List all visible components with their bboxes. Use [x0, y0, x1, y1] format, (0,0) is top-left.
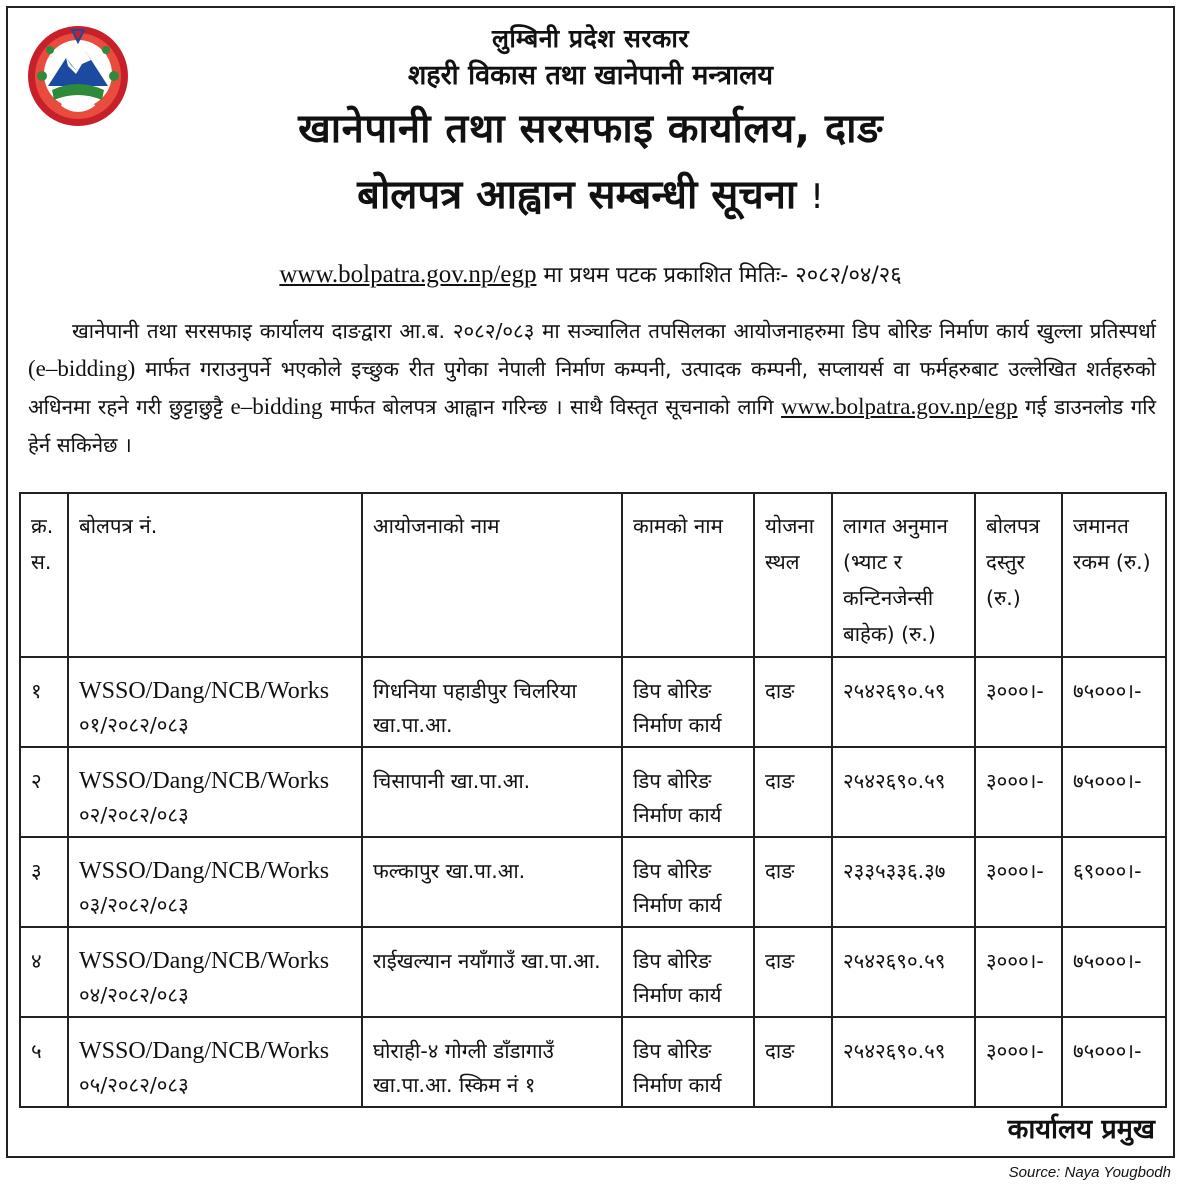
cell-estimate: २५४२६९०.५९ [832, 1017, 975, 1107]
cell-work: डिप बोरिङ निर्माण कार्य [622, 927, 754, 1017]
header-bid-no: बोलपत्र नं. [68, 493, 362, 657]
cell-project: राईखल्यान नयाँगाउँ खा.पा.आ. [362, 927, 622, 1017]
cell-ref-code: WSSO/Dang/NCB/Works [79, 678, 330, 704]
cell-fee: ३०००।- [975, 1017, 1062, 1107]
cell-location: दाङ [754, 837, 832, 927]
cell-ref-code: WSSO/Dang/NCB/Works [79, 948, 330, 974]
notice-header [0, 22, 1181, 228]
table-row [20, 837, 1166, 927]
body-part-2: मार्फत गराउनुपर्ने भएकोले इच्छुक रीत पुगेका नेपाली निर्माण कम्पनी, उत्पादक कम्पनी, सप्लायर्स वा फर्महरुबाट उल्लेखित शर्तहरुको अधिनमा रहने गरी छुट्टाछुट्टै [28, 357, 1156, 419]
notice-title-text: बोलपत्र आह्वान सम्बन्धी सूचना [357, 172, 797, 218]
cell-project: फल्कापुर खा.पा.आ. [362, 837, 622, 927]
cell-sn: ४ [20, 927, 68, 1017]
cell-ref-code: WSSO/Dang/NCB/Works [79, 768, 330, 794]
notice-title [0, 164, 1181, 228]
cell-fee: ३०००।- [975, 837, 1062, 927]
cell-estimate: २५४२६९०.५९ [832, 657, 975, 747]
bolpatra-link[interactable]: www.bolpatra.gov.np/egp [279, 261, 537, 288]
cell-sn: ३ [20, 837, 68, 927]
table-row [20, 927, 1166, 1017]
table-row [20, 1017, 1166, 1107]
header-bid-security: जमानत रकम (रु.) [1062, 493, 1166, 657]
cell-location: दाङ [754, 657, 832, 747]
cell-ref [68, 747, 362, 837]
body-part-3: मार्फत बोलपत्र आह्वान गरिन्छ । साथै विस्तृत सूचनाको लागि [322, 395, 782, 419]
cell-ref-no: ०३/२०८२/०८३ [79, 893, 189, 917]
cell-ref-no: ०२/२०८२/०८३ [79, 803, 189, 827]
cell-sn: २ [20, 747, 68, 837]
cell-fee: ३०००।- [975, 927, 1062, 1017]
ministry-name: शहरी विकास तथा खानेपानी मन्त्रालय [407, 60, 774, 91]
cell-ref-code: WSSO/Dang/NCB/Works [79, 1038, 330, 1064]
cell-work: डिप बोरिङ निर्माण कार्य [622, 1017, 754, 1107]
cell-location: दाङ [754, 747, 832, 837]
ebidding-term-2: e–bidding [230, 394, 323, 419]
cell-ref-no: ०४/२०८२/०८३ [79, 983, 189, 1007]
bolpatra-link-body[interactable]: www.bolpatra.gov.np/egp [781, 394, 1018, 419]
body-part-4: गई डाउनलोड गरि हेर्न सकिनेछ । [28, 395, 1156, 457]
header-sn: क्र. स. [20, 493, 68, 657]
cell-estimate: २३३५३३६.३७ [832, 837, 975, 927]
header-project: आयोजनाको नाम [362, 493, 622, 657]
cell-sn: १ [20, 657, 68, 747]
publication-date-line [0, 258, 1181, 293]
cell-security: ६९०००।- [1062, 837, 1166, 927]
table-row [20, 747, 1166, 837]
cell-project: चिसापानी खा.पा.आ. [362, 747, 622, 837]
notice-exclaim: ! [810, 177, 824, 217]
cell-fee: ३०००।- [975, 747, 1062, 837]
cell-work: डिप बोरिङ निर्माण कार्य [622, 747, 754, 837]
cell-security: ७५०००।- [1062, 1017, 1166, 1107]
tender-table [19, 492, 1167, 1108]
header-location: योजना स्थल [754, 493, 832, 657]
government-name: लुम्बिनी प्रदेश सरकार [491, 24, 690, 53]
cell-security: ७५०००।- [1062, 927, 1166, 1017]
cell-ref-code: WSSO/Dang/NCB/Works [79, 858, 330, 884]
header-estimate: लागत अनुमान (भ्याट र कन्टिनजेन्सी बाहेक) (रु.) [832, 493, 975, 657]
office-chief-signoff: कार्यालय प्रमुख [1007, 1114, 1155, 1145]
cell-ref [68, 837, 362, 927]
cell-project: घोराही-४ गोग्ली डाँडागाउँ खा.पा.आ. स्किम नं १ [362, 1017, 622, 1107]
ebidding-term-1: (e–bidding) [28, 356, 136, 381]
cell-work: डिप बोरिङ निर्माण कार्य [622, 657, 754, 747]
cell-fee: ३०००।- [975, 657, 1062, 747]
cell-security: ७५०००।- [1062, 747, 1166, 837]
table-row [20, 657, 1166, 747]
cell-ref [68, 1017, 362, 1107]
cell-ref [68, 657, 362, 747]
cell-project: गिधनिया पहाडीपुर चिलरिया खा.पा.आ. [362, 657, 622, 747]
header-fee: बोलपत्र दस्तुर (रु.) [975, 493, 1062, 657]
cell-security: ७५०००।- [1062, 657, 1166, 747]
cell-estimate: २५४२६९०.५९ [832, 927, 975, 1017]
source-credit: Source: Naya Yougbodh [1008, 1164, 1171, 1181]
cell-sn: ५ [20, 1017, 68, 1107]
cell-ref-no: ०१/२०८२/०८३ [79, 713, 189, 737]
office-name: खानेपानी तथा सरसफाइ कार्यालय, दाङ [298, 106, 883, 152]
cell-ref [68, 927, 362, 1017]
cell-location: दाङ [754, 1017, 832, 1107]
cell-estimate: २५४२६९०.५९ [832, 747, 975, 837]
header-work: कामको नाम [622, 493, 754, 657]
table-header-row [20, 493, 1166, 657]
body-part-1: खानेपानी तथा सरसफाइ कार्यालय दाङद्वारा आ.ब. २०८२/०८३ मा सञ्चालित तपसिलका आयोजनाहरुमा डिप बोरिङ निर्माण कार्य खुल्ला प्रतिस्पर्धा [72, 319, 1156, 343]
cell-ref-no: ०५/२०८२/०८३ [79, 1073, 189, 1097]
cell-location: दाङ [754, 927, 832, 1017]
publication-date-text: मा प्रथम पटक प्रकाशित मितिः- २०८२/०४/२६ [536, 263, 902, 288]
cell-work: डिप बोरिङ निर्माण कार्य [622, 837, 754, 927]
notice-body [28, 312, 1156, 464]
